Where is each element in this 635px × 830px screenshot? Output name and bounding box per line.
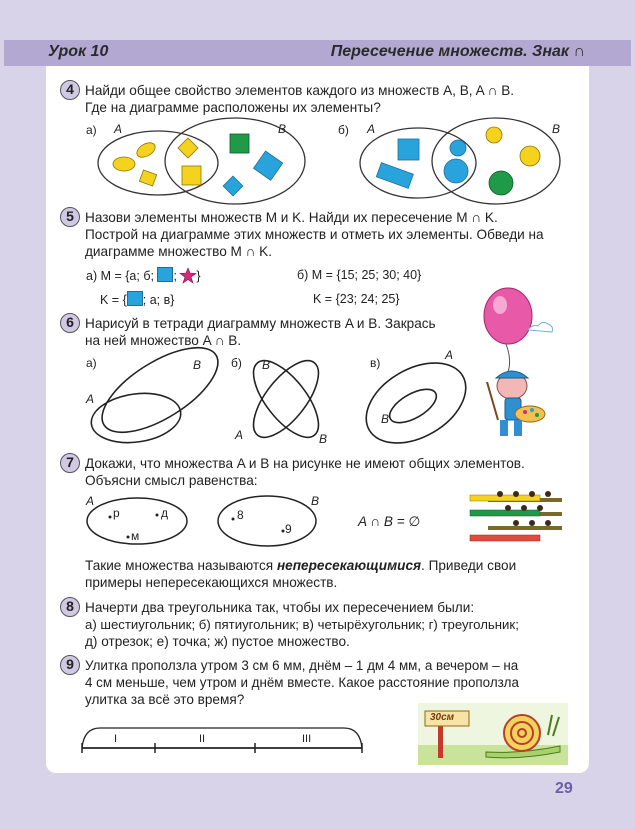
task-7-number: 7 xyxy=(60,453,80,473)
segment-label-3: III xyxy=(302,733,312,745)
task-9-line-2: 4 см меньше, чем утром и днём вместе. Какое расстояние проползла xyxy=(85,675,519,690)
task-7-equation: A ∩ B = ∅ xyxy=(358,514,421,529)
task-7-element-r: р xyxy=(113,506,120,520)
task-8-line-2: а) шестиугольник; б) пятиугольник; в) четырёхугольник; г) треугольник; xyxy=(85,617,519,632)
task-6a-set-b-label: B xyxy=(193,358,202,372)
task-5-line-3: диаграмме множество M ∩ K. xyxy=(85,244,273,259)
task-6b-set-a-label: A xyxy=(235,428,244,442)
task-4a-label: а) xyxy=(86,123,97,137)
task-6v-set-a-label: A xyxy=(445,348,454,362)
task-5-line-1: Назови элементы множеств M и K. Найди их пересечение M ∩ K. xyxy=(85,210,498,225)
task-6-line-1: Нарисуй в тетради диаграмму множеств A и B. Закрась xyxy=(85,316,436,331)
task-4b-label: б) xyxy=(338,123,349,137)
task-4-line-2: Где на диаграмме расположены их элементы? xyxy=(85,100,381,115)
task-5a-k-prefix: K = { xyxy=(100,293,127,307)
snail-sign-text: 30см xyxy=(430,712,455,723)
task-5a-m-separator: ; xyxy=(173,269,177,283)
task-4-line-1: Найди общее свойство элементов каждого из множеств A, B, A ∩ B. xyxy=(85,83,515,98)
task-7-element-8: 8 xyxy=(237,508,244,522)
task-9-number: 9 xyxy=(60,655,80,675)
segment-label-2: II xyxy=(199,733,206,745)
task-5a-m-suffix: } xyxy=(196,269,201,283)
task-4a-set-a-label: A xyxy=(114,122,123,136)
task-6b-label: б) xyxy=(231,356,242,370)
task-9-line-1: Улитка проползла утром 3 см 6 мм, днём – 1 дм 4 мм, а вечером – на xyxy=(85,658,519,673)
lesson-number: Урок 10 xyxy=(48,43,109,60)
task-4-number: 4 xyxy=(60,80,80,100)
task-7-note-suffix: . Приведи свои xyxy=(421,558,517,573)
task-6a-label: а) xyxy=(86,356,97,370)
task-7-line-2: Объясни смысл равенства: xyxy=(85,473,258,488)
task-4b-set-b-label: B xyxy=(552,122,561,136)
task-6v-set-b-label: B xyxy=(381,412,390,426)
page-number: 29 xyxy=(555,780,573,797)
task-6b-set-b-label: B xyxy=(262,358,271,372)
task-7-note-line-2: примеры непересекающихся множеств. xyxy=(85,575,338,590)
task-4b-set-a-label: A xyxy=(367,122,376,136)
task-7-element-m: м xyxy=(131,529,140,543)
task-5b-set-m: б) M = {15; 25; 30; 40} xyxy=(297,268,422,282)
task-7-set-a-label: A xyxy=(86,494,95,508)
task-7-element-d: д xyxy=(161,506,169,520)
task-7-set-b-label: B xyxy=(311,494,320,508)
task-8-line-1: Начерти два треугольника так, чтобы их пересечением были: xyxy=(85,600,475,615)
task-6v-label: в) xyxy=(370,356,381,370)
task-8-line-3: д) отрезок; е) точка; ж) пустое множество. xyxy=(85,634,350,649)
task-5-line-2: Построй на диаграмме этих множеств и отметь их элементы. Обведи на xyxy=(85,227,544,242)
task-4a-set-b-label: B xyxy=(278,122,287,136)
task-5-number: 5 xyxy=(60,207,80,227)
task-6-number: 6 xyxy=(60,313,80,333)
task-5a-k-suffix: ; а; в} xyxy=(142,293,175,307)
lesson-topic: Пересечение множеств. Знак ∩ xyxy=(330,43,585,60)
task-9-line-3: улитка за всё это время? xyxy=(85,692,245,707)
task-7-element-9: 9 xyxy=(285,522,292,536)
task-7-note-prefix: Такие множества называются xyxy=(85,558,277,573)
task-8-number: 8 xyxy=(60,597,80,617)
segment-label-1: I xyxy=(114,733,118,745)
task-6-line-2: на ней множество A ∩ B. xyxy=(85,333,242,348)
task-7-line-1: Докажи, что множества A и B на рисунке не имеют общих элементов. xyxy=(85,456,525,471)
task-6a-set-a-label: A xyxy=(86,392,95,406)
task-7-note-term: непересекающимися xyxy=(276,558,422,573)
task-6b-set-b-label-2: B xyxy=(319,432,328,446)
task-5b-set-k: K = {23; 24; 25} xyxy=(313,292,400,306)
task-5a-m-prefix: а) M = {а; б; xyxy=(86,269,154,283)
